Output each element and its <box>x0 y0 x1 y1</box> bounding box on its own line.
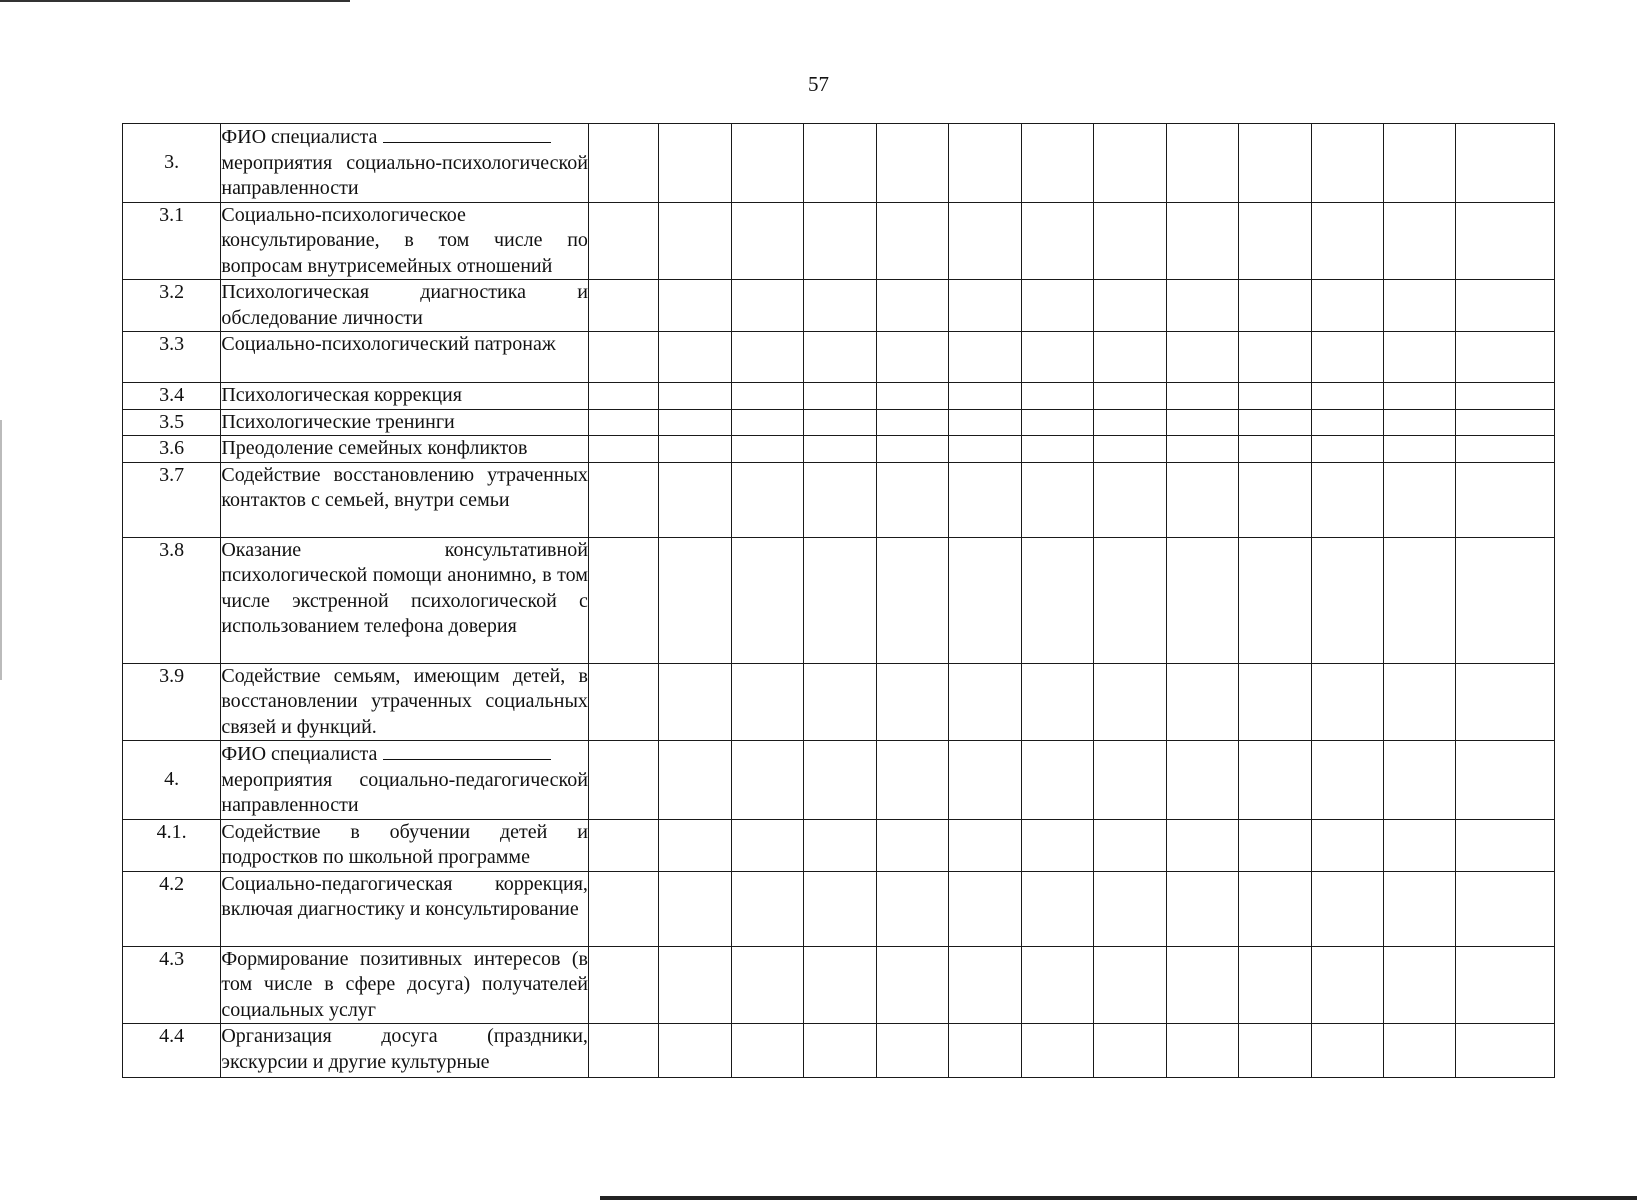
table-row <box>123 409 1555 436</box>
empty-cell <box>731 383 803 410</box>
table-row <box>123 462 1555 537</box>
service-description <box>221 202 589 280</box>
empty-cell <box>659 280 731 332</box>
empty-cell <box>804 819 876 871</box>
empty-cell <box>804 202 876 280</box>
empty-cell <box>1384 383 1456 410</box>
empty-cell <box>1456 663 1555 741</box>
empty-cell <box>588 124 658 203</box>
empty-cell <box>876 383 948 410</box>
empty-cell <box>1456 1024 1555 1078</box>
row-number: 3.3 <box>123 332 221 383</box>
empty-cell <box>1021 202 1093 280</box>
empty-cell <box>804 124 876 203</box>
specialist-name-label: ФИО специалиста <box>221 124 588 151</box>
description-text: Содействие восстановлению утраченных контактов с семьей, внутри семьи <box>221 463 588 511</box>
empty-cell <box>731 332 803 383</box>
empty-cell <box>949 871 1021 946</box>
empty-cell <box>731 946 803 1024</box>
description-text: Социально-психологическое консультирование, в том числе по вопросам внутрисемейных отношений <box>221 203 588 277</box>
empty-cell <box>1311 537 1383 663</box>
empty-cell <box>876 741 948 820</box>
empty-cell <box>1384 202 1456 280</box>
empty-cell <box>876 436 948 463</box>
empty-cell <box>949 819 1021 871</box>
description-text: мероприятия социально-психологической направленности <box>221 151 588 199</box>
row-number: 3. <box>123 124 221 203</box>
empty-cell <box>949 202 1021 280</box>
empty-cell <box>659 332 731 383</box>
empty-cell <box>949 537 1021 663</box>
empty-cell <box>1239 1024 1311 1078</box>
empty-cell <box>1021 663 1093 741</box>
empty-cell <box>1094 819 1166 871</box>
table-row <box>123 124 1555 203</box>
empty-cell <box>588 663 658 741</box>
empty-cell <box>1094 1024 1166 1078</box>
empty-cell <box>804 436 876 463</box>
empty-cell <box>949 741 1021 820</box>
empty-cell <box>1021 409 1093 436</box>
scan-edge-bottom <box>600 1196 1637 1200</box>
empty-cell <box>804 871 876 946</box>
row-number: 4.2 <box>123 871 221 946</box>
empty-cell <box>1311 202 1383 280</box>
empty-cell <box>1021 383 1093 410</box>
service-description <box>221 332 589 383</box>
empty-cell <box>1384 462 1456 537</box>
empty-cell <box>1239 436 1311 463</box>
empty-cell <box>1094 383 1166 410</box>
empty-cell <box>1384 409 1456 436</box>
row-number: 3.6 <box>123 436 221 463</box>
description-text: Организация досуга (праздники, экскурсии и другие культурные <box>221 1025 588 1073</box>
empty-cell <box>1166 332 1238 383</box>
empty-cell <box>659 537 731 663</box>
description-text: мероприятия социально-педагогической направленности <box>221 768 588 816</box>
empty-cell <box>1456 383 1555 410</box>
section-heading <box>221 741 589 820</box>
empty-cell <box>588 202 658 280</box>
empty-cell <box>949 946 1021 1024</box>
empty-cell <box>1021 124 1093 203</box>
empty-cell <box>1311 280 1383 332</box>
empty-cell <box>1094 871 1166 946</box>
empty-cell <box>1384 436 1456 463</box>
empty-cell <box>1166 741 1238 820</box>
description-text: Оказание консультативной психологической помощи анонимно, в том числе экстренной психологической с использованием телефона доверия <box>221 538 588 637</box>
empty-cell <box>1166 124 1238 203</box>
table-row <box>123 537 1555 663</box>
empty-cell <box>1311 409 1383 436</box>
empty-cell <box>804 741 876 820</box>
empty-cell <box>949 436 1021 463</box>
description-text: Психологическая коррекция <box>221 384 462 406</box>
service-description <box>221 819 589 871</box>
empty-cell <box>588 462 658 537</box>
row-number: 3.4 <box>123 383 221 410</box>
empty-cell <box>1456 409 1555 436</box>
table-row <box>123 741 1555 820</box>
description-text: Психологическая диагностика и обследование личности <box>221 281 588 329</box>
table-row <box>123 436 1555 463</box>
empty-cell <box>1311 124 1383 203</box>
empty-cell <box>804 280 876 332</box>
row-number: 3.7 <box>123 462 221 537</box>
empty-cell <box>1021 537 1093 663</box>
empty-cell <box>1239 462 1311 537</box>
empty-cell <box>1384 871 1456 946</box>
empty-cell <box>949 1024 1021 1078</box>
empty-cell <box>1456 871 1555 946</box>
empty-cell <box>1021 819 1093 871</box>
service-description <box>221 280 589 332</box>
empty-cell <box>1456 436 1555 463</box>
empty-cell <box>1239 946 1311 1024</box>
service-description <box>221 383 589 410</box>
empty-cell <box>804 332 876 383</box>
empty-cell <box>949 663 1021 741</box>
row-number: 3.2 <box>123 280 221 332</box>
table-row <box>123 202 1555 280</box>
empty-cell <box>588 741 658 820</box>
empty-cell <box>731 124 803 203</box>
empty-cell <box>659 1024 731 1078</box>
row-number: 4.3 <box>123 946 221 1024</box>
row-number: 4. <box>123 741 221 820</box>
empty-cell <box>588 819 658 871</box>
empty-cell <box>1456 332 1555 383</box>
empty-cell <box>949 332 1021 383</box>
empty-cell <box>949 280 1021 332</box>
empty-cell <box>1094 124 1166 203</box>
empty-cell <box>1094 663 1166 741</box>
empty-cell <box>1094 946 1166 1024</box>
empty-cell <box>588 280 658 332</box>
empty-cell <box>804 1024 876 1078</box>
empty-cell <box>1239 663 1311 741</box>
empty-cell <box>1094 332 1166 383</box>
empty-cell <box>1456 280 1555 332</box>
empty-cell <box>1239 871 1311 946</box>
empty-cell <box>1094 741 1166 820</box>
table-row <box>123 280 1555 332</box>
empty-cell <box>1021 871 1093 946</box>
empty-cell <box>1021 280 1093 332</box>
description-text: Социально-психологический патронаж <box>221 333 556 355</box>
empty-cell <box>1311 663 1383 741</box>
empty-cell <box>731 1024 803 1078</box>
empty-cell <box>1094 436 1166 463</box>
empty-cell <box>731 741 803 820</box>
empty-cell <box>731 871 803 946</box>
empty-cell <box>1456 537 1555 663</box>
empty-cell <box>804 462 876 537</box>
empty-cell <box>731 409 803 436</box>
empty-cell <box>876 124 948 203</box>
empty-cell <box>1456 202 1555 280</box>
table-row <box>123 332 1555 383</box>
empty-cell <box>876 537 948 663</box>
service-description <box>221 1024 589 1078</box>
empty-cell <box>1456 462 1555 537</box>
empty-cell <box>1166 946 1238 1024</box>
empty-cell <box>1384 946 1456 1024</box>
empty-cell <box>588 409 658 436</box>
empty-cell <box>659 663 731 741</box>
empty-cell <box>1239 202 1311 280</box>
empty-cell <box>1094 537 1166 663</box>
empty-cell <box>1311 871 1383 946</box>
empty-cell <box>1094 462 1166 537</box>
table-row <box>123 871 1555 946</box>
empty-cell <box>876 819 948 871</box>
empty-cell <box>1456 819 1555 871</box>
row-number: 4.4 <box>123 1024 221 1078</box>
description-text: Психологические тренинги <box>221 410 455 433</box>
empty-cell <box>731 663 803 741</box>
empty-cell <box>876 202 948 280</box>
empty-cell <box>659 462 731 537</box>
empty-cell <box>1021 946 1093 1024</box>
table-row <box>123 383 1555 410</box>
empty-cell <box>1166 663 1238 741</box>
empty-cell <box>659 124 731 203</box>
empty-cell <box>876 1024 948 1078</box>
empty-cell <box>1239 124 1311 203</box>
empty-cell <box>1239 383 1311 410</box>
empty-cell <box>588 383 658 410</box>
services-schedule-table <box>122 123 1555 1078</box>
empty-cell <box>659 819 731 871</box>
empty-cell <box>1384 741 1456 820</box>
empty-cell <box>731 462 803 537</box>
table-row <box>123 1024 1555 1078</box>
empty-cell <box>949 383 1021 410</box>
empty-cell <box>659 409 731 436</box>
empty-cell <box>731 280 803 332</box>
empty-cell <box>804 383 876 410</box>
empty-cell <box>1166 1024 1238 1078</box>
empty-cell <box>1021 436 1093 463</box>
empty-cell <box>1166 537 1238 663</box>
empty-cell <box>1384 819 1456 871</box>
empty-cell <box>876 663 948 741</box>
scan-edge-top <box>0 0 350 2</box>
empty-cell <box>949 409 1021 436</box>
description-text: Формирование позитивных интересов (в том числе в сфере досуга) получателей социальных услуг <box>221 947 588 1021</box>
empty-cell <box>1166 462 1238 537</box>
empty-cell <box>804 409 876 436</box>
empty-cell <box>1384 280 1456 332</box>
empty-cell <box>1021 741 1093 820</box>
empty-cell <box>731 537 803 663</box>
empty-cell <box>659 383 731 410</box>
empty-cell <box>876 409 948 436</box>
empty-cell <box>588 1024 658 1078</box>
empty-cell <box>1384 537 1456 663</box>
empty-cell <box>1456 124 1555 203</box>
empty-cell <box>588 332 658 383</box>
empty-cell <box>731 436 803 463</box>
table-row <box>123 663 1555 741</box>
empty-cell <box>1166 819 1238 871</box>
empty-cell <box>1166 436 1238 463</box>
row-number: 3.5 <box>123 409 221 436</box>
empty-cell <box>1311 819 1383 871</box>
empty-cell <box>949 462 1021 537</box>
empty-cell <box>588 436 658 463</box>
service-description <box>221 409 589 436</box>
empty-cell <box>1384 663 1456 741</box>
description-text: Содействие в обучении детей и подростков по школьной программе <box>221 820 588 868</box>
empty-cell <box>1239 332 1311 383</box>
row-number: 3.8 <box>123 537 221 663</box>
empty-cell <box>949 124 1021 203</box>
description-text: Социально-педагогическая коррекция, включая диагностику и консультирование <box>221 872 588 920</box>
empty-cell <box>1384 332 1456 383</box>
empty-cell <box>804 946 876 1024</box>
empty-cell <box>588 946 658 1024</box>
name-blank-line <box>383 741 551 760</box>
empty-cell <box>1311 436 1383 463</box>
empty-cell <box>1239 537 1311 663</box>
empty-cell <box>804 537 876 663</box>
empty-cell <box>1166 202 1238 280</box>
service-description <box>221 436 589 463</box>
empty-cell <box>659 871 731 946</box>
service-description <box>221 462 589 537</box>
row-number: 4.1. <box>123 819 221 871</box>
empty-cell <box>1311 1024 1383 1078</box>
empty-cell <box>876 946 948 1024</box>
empty-cell <box>1166 383 1238 410</box>
specialist-name-label: ФИО специалиста <box>221 741 588 768</box>
description-text: Содействие семьям, имеющим детей, в восстановлении утраченных социальных связей и функций. <box>221 664 588 738</box>
empty-cell <box>1311 332 1383 383</box>
empty-cell <box>588 871 658 946</box>
service-description <box>221 537 589 663</box>
empty-cell <box>659 741 731 820</box>
empty-cell <box>876 462 948 537</box>
empty-cell <box>1021 462 1093 537</box>
empty-cell <box>659 436 731 463</box>
service-description <box>221 871 589 946</box>
name-blank-line <box>383 124 551 143</box>
service-description <box>221 663 589 741</box>
service-description <box>221 946 589 1024</box>
empty-cell <box>1456 946 1555 1024</box>
row-number: 3.9 <box>123 663 221 741</box>
table-row <box>123 946 1555 1024</box>
empty-cell <box>1094 409 1166 436</box>
empty-cell <box>588 537 658 663</box>
empty-cell <box>731 202 803 280</box>
page-number: 57 <box>808 72 829 96</box>
description-text: Преодоление семейных конфликтов <box>221 437 528 459</box>
empty-cell <box>731 819 803 871</box>
empty-cell <box>659 202 731 280</box>
empty-cell <box>876 280 948 332</box>
empty-cell <box>1239 741 1311 820</box>
empty-cell <box>1311 741 1383 820</box>
empty-cell <box>1311 383 1383 410</box>
empty-cell <box>659 946 731 1024</box>
empty-cell <box>1094 280 1166 332</box>
empty-cell <box>1456 741 1555 820</box>
empty-cell <box>1384 1024 1456 1078</box>
empty-cell <box>1021 332 1093 383</box>
empty-cell <box>876 871 948 946</box>
row-number: 3.1 <box>123 202 221 280</box>
table-body <box>123 124 1555 1078</box>
empty-cell <box>1166 409 1238 436</box>
scan-edge-left <box>0 420 2 680</box>
empty-cell <box>1311 462 1383 537</box>
table-row <box>123 819 1555 871</box>
section-heading <box>221 124 589 203</box>
empty-cell <box>1166 871 1238 946</box>
empty-cell <box>1166 280 1238 332</box>
empty-cell <box>804 663 876 741</box>
empty-cell <box>1094 202 1166 280</box>
empty-cell <box>1311 946 1383 1024</box>
empty-cell <box>1239 409 1311 436</box>
empty-cell <box>1021 1024 1093 1078</box>
empty-cell <box>1239 280 1311 332</box>
empty-cell <box>1384 124 1456 203</box>
empty-cell <box>1239 819 1311 871</box>
empty-cell <box>876 332 948 383</box>
